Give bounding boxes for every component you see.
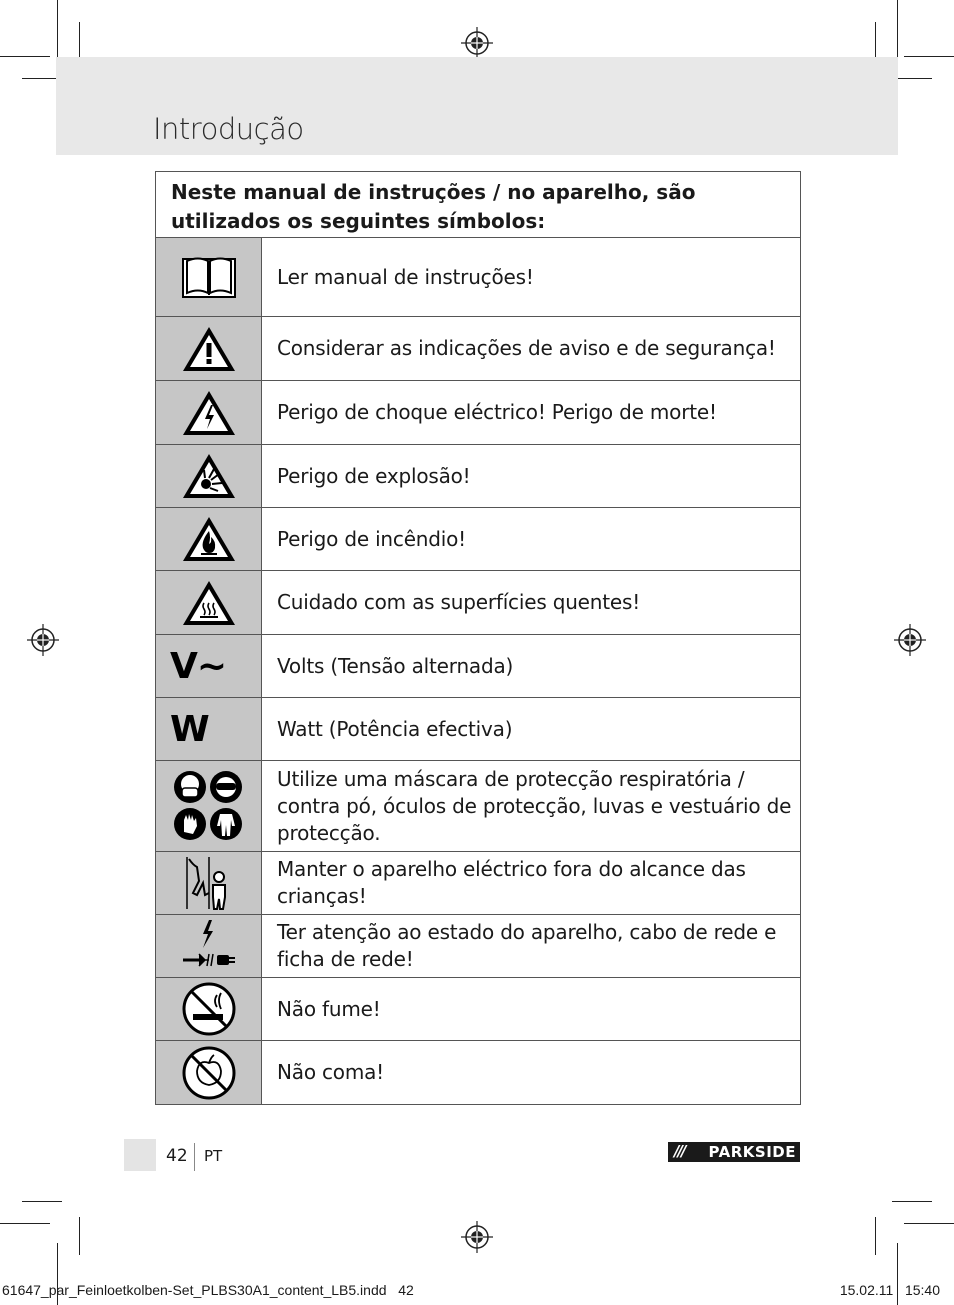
- crop-mark: [892, 1201, 932, 1202]
- crop-mark: [875, 22, 876, 62]
- registration-mark-icon: [461, 1221, 493, 1253]
- table-row: [156, 698, 800, 761]
- page-language: PT: [204, 1147, 223, 1165]
- hot-surface-warning-icon: [181, 579, 237, 627]
- row-text: Perigo de explosão!: [277, 463, 471, 488]
- brand-logo: [668, 1142, 800, 1162]
- electric-shock-warning-icon: [181, 389, 237, 437]
- row-text: Não coma!: [277, 1060, 384, 1084]
- brand-slashes: ///: [674, 1142, 685, 1160]
- protective-equipment-icon: [173, 770, 245, 842]
- crop-mark: [904, 56, 954, 57]
- print-date: 15.02.11 15:40: [839, 1282, 940, 1298]
- registration-mark-icon: [461, 27, 493, 59]
- page-number: 42: [166, 1146, 188, 1166]
- fire-warning-icon: [181, 515, 237, 563]
- table-row: [156, 381, 800, 445]
- keep-away-children-icon: [179, 853, 239, 913]
- registration-mark-icon: [894, 624, 926, 656]
- watt-icon: W: [170, 708, 210, 750]
- row-text: Volts (Tensão alternada): [277, 653, 514, 678]
- crop-mark: [875, 1217, 876, 1255]
- table-row: [156, 915, 800, 978]
- row-text: Não fume!: [277, 996, 381, 1021]
- row-text: Utilize uma máscara de protecção respiratória / contra pó, óculos de protecção, luvas e vestuário de protecção.: [277, 766, 792, 845]
- row-text: Ter atenção ao estado do aparelho, cabo de rede e ficha de rede!: [277, 920, 777, 971]
- crop-mark: [79, 1217, 80, 1255]
- brand-name: PARKSIDE: [708, 1143, 796, 1161]
- table-row: [156, 317, 800, 381]
- explosion-warning-icon: [181, 452, 237, 500]
- no-smoking-icon: [181, 981, 237, 1037]
- row-text: Watt (Potência efectiva): [277, 716, 513, 741]
- table-row: [156, 635, 800, 698]
- row-text: Cuidado com as superfícies quentes!: [277, 590, 641, 614]
- table-heading: Neste manual de instruções / no aparelho, são utilizados os seguintes símbolos:: [156, 172, 800, 238]
- table-row: [156, 445, 800, 508]
- volts-ac-icon: V~: [170, 645, 227, 687]
- crop-mark: [892, 78, 932, 79]
- manual-book-icon: [181, 253, 237, 301]
- crop-mark: [57, 0, 58, 62]
- table-row: [156, 571, 800, 635]
- row-text: Perigo de incêndio!: [277, 526, 466, 551]
- print-file-name: 61647_par_Feinloetkolben-Set_PLBS30A1_content_LB5.indd 42: [2, 1282, 414, 1298]
- no-eating-icon: [181, 1045, 237, 1101]
- row-text: Ler manual de instruções!: [277, 264, 534, 289]
- row-text: Perigo de choque eléctrico! Perigo de morte!: [277, 400, 717, 424]
- table-row: [156, 1041, 800, 1104]
- crop-mark: [79, 22, 80, 62]
- registration-mark-icon: [27, 624, 59, 656]
- crop-mark: [22, 1201, 62, 1202]
- table-row: [156, 238, 800, 317]
- row-text: Manter o aparelho eléctrico fora do alcance das crianças!: [277, 857, 746, 908]
- symbols-table: [155, 171, 801, 1105]
- table-row: [156, 852, 800, 915]
- table-row: [156, 761, 800, 852]
- row-text: Considerar as indicações de aviso e de segurança!: [277, 336, 776, 360]
- warning-exclamation-icon: [181, 325, 237, 373]
- page-separator: [194, 1143, 195, 1171]
- crop-mark: [0, 56, 50, 57]
- table-row: [156, 978, 800, 1041]
- page-number-box: [124, 1139, 156, 1171]
- crop-mark: [897, 0, 898, 62]
- crop-mark: [904, 1223, 954, 1224]
- crop-mark: [0, 1223, 50, 1224]
- page-title: Introdução: [153, 112, 304, 146]
- damaged-cable-icon: [179, 916, 239, 976]
- table-row: [156, 508, 800, 571]
